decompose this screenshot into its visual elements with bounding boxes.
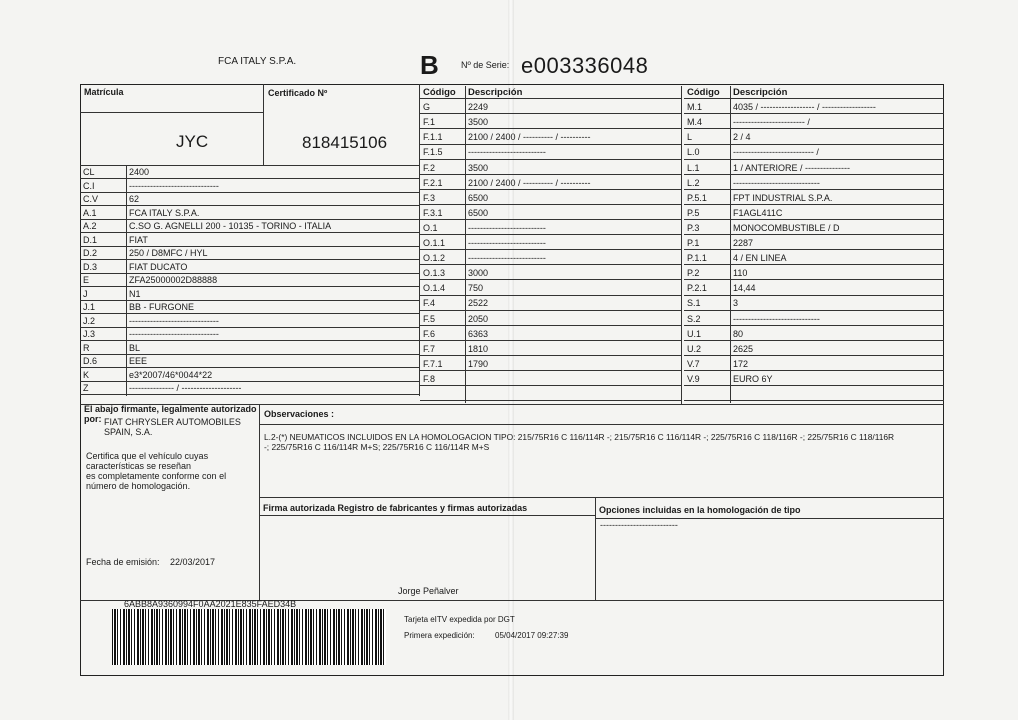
row-value: 80	[733, 328, 744, 339]
row-value: 14,44	[733, 283, 756, 294]
row-code: P.5.1	[687, 192, 707, 203]
cert-line-3: es completamente conforme con el	[86, 471, 227, 481]
middle-data-table	[420, 86, 682, 404]
cert-line-1: Certifica que el vehículo cuyas	[86, 451, 209, 461]
row-code: C.V	[83, 194, 99, 204]
certificado-label: Certificado Nº	[268, 88, 328, 98]
table-row	[684, 282, 944, 295]
row-value: 2100 / 2400 / ---------- / ----------	[468, 132, 591, 143]
firma-signer: Jorge Peñalver	[398, 586, 459, 596]
row-value: --------------------------	[468, 238, 546, 248]
firmante-name-1: FIAT CHRYSLER AUTOMOBILES	[104, 417, 241, 427]
row-value: 2100 / 2400 / ---------- / ----------	[468, 177, 591, 188]
firmante-name-2: SPAIN, S.A.	[104, 427, 153, 437]
table-row	[420, 237, 681, 250]
cert-line-4: número de homologación.	[86, 481, 191, 491]
row-code: F.1	[423, 117, 436, 128]
row-value: 1 / ANTERIORE / ---------------	[733, 162, 850, 173]
row-code: F.1.1	[423, 132, 443, 143]
table-row	[80, 166, 419, 179]
table-row	[80, 220, 419, 233]
description-header: Descripción	[468, 87, 523, 98]
row-value: 3000	[468, 268, 489, 279]
table-row	[420, 207, 681, 220]
table-row	[684, 373, 944, 386]
row-value: 3500	[468, 162, 489, 173]
table-row	[80, 315, 419, 328]
row-code: M.1	[687, 102, 703, 113]
code-header: Código	[423, 87, 456, 98]
row-value: -----------------------------	[733, 313, 820, 324]
table-header-row	[684, 86, 944, 99]
table-row	[80, 382, 419, 395]
row-code: J.2	[83, 315, 96, 326]
table-row	[684, 267, 944, 280]
fecha-label: Fecha de emisión:	[86, 557, 160, 567]
table-row	[684, 388, 944, 401]
row-value: 6500	[468, 192, 489, 203]
row-code: L.1	[687, 162, 700, 173]
table-row	[420, 131, 681, 144]
table-row	[420, 116, 681, 129]
row-value: 2050	[468, 313, 489, 324]
row-code: M.4	[687, 117, 703, 128]
row-value: 4 / EN LINEA	[733, 253, 787, 264]
row-code: U.2	[687, 343, 702, 354]
table-row	[80, 301, 419, 314]
footer-hash: 6ABB8A9360994F0AA2021E835FAED34B	[124, 599, 297, 609]
barcode-icon	[112, 609, 386, 665]
row-value: ------------------------ /	[733, 117, 810, 128]
row-value: ------------------------------	[129, 329, 219, 339]
row-code: S.1	[687, 298, 701, 309]
table-header-row	[420, 86, 681, 99]
row-code: J	[83, 288, 88, 299]
row-value: FPT INDUSTRIAL S.P.A.	[733, 192, 833, 203]
table-row	[684, 252, 944, 265]
column-divider	[126, 166, 127, 396]
left-data-table	[80, 166, 420, 396]
observaciones-line-1: L.2-(*) NEUMATICOS INCLUIDOS EN LA HOMOLOGACION TIPO: 215/75R16 C 116/114R -; 215/75R16 C 116/114R -; 225/75R16 C 118/116R -; 225/75R16 C 118/116R	[264, 432, 895, 442]
row-value: 1790	[468, 358, 489, 369]
table-row	[80, 355, 419, 368]
header-letter: B	[420, 50, 439, 80]
table-row	[80, 328, 419, 341]
table-row	[684, 358, 944, 371]
row-value: 2400	[129, 167, 150, 177]
row-value: 250 / D8MFC / HYL	[129, 248, 208, 258]
opciones-label: Opciones incluidas en la homologación de tipo	[599, 505, 801, 515]
row-value: 3	[733, 298, 739, 309]
row-code: C.I	[83, 180, 95, 191]
table-row	[684, 116, 944, 129]
table-row	[420, 343, 681, 356]
row-value: 4035 / ------------------ / ------------------	[733, 102, 876, 113]
row-code: E	[83, 275, 90, 285]
table-row	[684, 162, 944, 175]
table-row	[420, 282, 681, 295]
row-value: --------------------------	[468, 253, 546, 264]
row-code: F.2.1	[423, 177, 443, 188]
row-code: F.6	[423, 328, 436, 339]
row-value: 172	[733, 358, 749, 369]
row-value: --------------------------- /	[733, 147, 819, 158]
observaciones-label: Observaciones :	[264, 409, 335, 419]
description-header: Descripción	[733, 87, 788, 98]
table-row	[80, 193, 419, 206]
table-row	[420, 388, 681, 401]
certificado-value: 818415106	[302, 133, 388, 152]
row-code: O.1	[423, 222, 438, 233]
row-code: O.1.2	[423, 253, 446, 264]
firmante-block	[80, 404, 260, 600]
row-value: 2287	[733, 238, 754, 248]
row-value: BL	[129, 342, 141, 353]
row-code: O.1.1	[423, 238, 446, 248]
row-value: 2625	[733, 343, 754, 354]
row-code: Z	[83, 383, 89, 393]
row-code: A.1	[83, 207, 97, 218]
row-code: J.3	[83, 329, 96, 339]
column-divider	[465, 86, 466, 403]
row-code: U.1	[687, 328, 702, 339]
table-row	[420, 267, 681, 280]
column-divider	[730, 86, 731, 403]
table-row	[420, 328, 681, 341]
row-code: L.0	[687, 147, 700, 158]
table-row	[684, 177, 944, 190]
table-row	[420, 101, 681, 114]
serie-label: Nº de Serie:	[461, 60, 510, 70]
row-code: F.3.1	[423, 207, 443, 218]
row-value: ------------------------------	[129, 315, 219, 326]
primera-value: 05/04/2017 09:27:39	[495, 631, 569, 640]
table-row	[420, 252, 681, 265]
table-row	[420, 192, 681, 205]
row-code: L.2	[687, 177, 700, 188]
table-row	[684, 131, 944, 144]
table-row	[420, 313, 681, 326]
matricula-value: JYC	[176, 132, 209, 151]
row-code: K	[83, 369, 90, 380]
tarjeta-text: Tarjeta eITV expedida por DGT	[404, 615, 515, 624]
row-code: A.2	[83, 221, 97, 231]
row-value: BB - FURGONE	[129, 302, 195, 312]
row-value: --------------------------	[468, 222, 546, 233]
row-value: 3500	[468, 117, 489, 128]
row-code: V.9	[687, 373, 700, 384]
row-code: P.3	[687, 222, 700, 233]
observaciones-block	[260, 404, 944, 498]
table-row	[420, 177, 681, 190]
table-row	[80, 288, 419, 301]
table-row	[80, 274, 419, 287]
table-row	[420, 162, 681, 175]
header-company: FCA ITALY S.P.A.	[218, 56, 297, 67]
row-value: FIAT	[129, 234, 148, 245]
table-row	[420, 373, 681, 386]
row-value: MONOCOMBUSTIBLE / D	[733, 222, 840, 233]
row-value: C.SO G. AGNELLI 200 - 10135 - TORINO - ITALIA	[129, 221, 332, 231]
row-code: P.5	[687, 207, 700, 218]
serie-number: e003336048	[521, 53, 649, 78]
row-value: 1810	[468, 343, 489, 354]
row-value: 2522	[468, 298, 489, 309]
table-row	[80, 247, 419, 260]
row-code: F.4	[423, 298, 436, 309]
row-value: --------------- / --------------------	[129, 383, 242, 393]
table-row	[684, 192, 944, 205]
row-code: P.1.1	[687, 253, 707, 264]
row-code: P.2	[687, 268, 700, 279]
row-value: -----------------------------	[733, 177, 820, 188]
primera-label: Primera expedición:	[404, 631, 475, 640]
table-row	[684, 101, 944, 114]
firmante-label: El abajo firmante, legalmente autorizado por:	[84, 404, 257, 424]
right-data-table	[684, 86, 944, 404]
row-code: P.2.1	[687, 283, 707, 294]
row-code: D.2	[83, 248, 98, 258]
row-code: R	[83, 342, 90, 353]
row-code: F.2	[423, 162, 436, 173]
firma-block	[260, 498, 596, 600]
table-row	[80, 342, 419, 355]
table-row	[420, 297, 681, 310]
table-row	[684, 207, 944, 220]
table-row	[80, 261, 419, 274]
fecha-value: 22/03/2017	[170, 557, 216, 567]
row-value: 6500	[468, 207, 489, 218]
table-row	[80, 234, 419, 247]
row-code: F.3	[423, 192, 436, 203]
row-value: ------------------------------	[129, 180, 219, 191]
row-value: 2249	[468, 102, 489, 113]
table-row	[420, 146, 681, 159]
observaciones-line-2: -; 225/75R16 C 116/114R M+S; 225/75R16 C 116/114R M+S	[264, 442, 490, 452]
row-value: FIAT DUCATO	[129, 261, 188, 272]
row-code: O.1.4	[423, 283, 446, 294]
row-value: FCA ITALY S.P.A.	[129, 207, 200, 218]
table-row	[684, 222, 944, 235]
row-value: 6363	[468, 328, 489, 339]
row-code: L	[687, 132, 693, 143]
row-code: F.1.5	[423, 147, 443, 158]
row-code: G	[423, 102, 431, 113]
opciones-value: --------------------------	[600, 520, 678, 530]
row-value: 2 / 4	[733, 132, 751, 143]
table-row	[420, 222, 681, 235]
row-code: J.1	[83, 302, 96, 312]
row-code: F.5	[423, 313, 436, 324]
table-row	[684, 146, 944, 159]
table-row	[80, 180, 419, 193]
table-row	[684, 297, 944, 310]
row-code: V.7	[687, 358, 700, 369]
row-code: D.3	[83, 261, 98, 272]
row-code: P.1	[687, 238, 700, 248]
row-code: D.1	[83, 234, 98, 245]
row-value: 750	[468, 283, 484, 294]
row-value: --------------------------	[468, 147, 546, 158]
code-header: Código	[687, 87, 720, 98]
row-value: 62	[129, 194, 140, 204]
table-row	[684, 313, 944, 326]
row-code: D.6	[83, 356, 98, 366]
table-row	[684, 237, 944, 250]
table-row	[684, 328, 944, 341]
row-code: F.7.1	[423, 358, 443, 369]
matricula-block	[80, 84, 420, 166]
row-code: F.7	[423, 343, 436, 354]
row-value: ZFA25000002D88888	[129, 275, 218, 285]
row-value: EURO 6Y	[733, 373, 773, 384]
row-code: O.1.3	[423, 268, 446, 279]
row-value: 110	[733, 268, 748, 279]
table-row	[420, 358, 681, 371]
firma-label: Firma autorizada Registro de fabricantes y firmas autorizadas	[263, 503, 528, 513]
row-value: N1	[129, 288, 141, 299]
row-value: F1AGL411C	[733, 207, 783, 218]
row-value: EEE	[129, 356, 148, 366]
table-row	[80, 207, 419, 220]
cert-line-2: características se reseñan	[86, 461, 192, 471]
table-row	[80, 369, 419, 382]
table-row	[684, 343, 944, 356]
row-code: CL	[83, 167, 95, 177]
opciones-block	[596, 498, 944, 600]
row-code: F.8	[423, 373, 436, 384]
row-value: e3*2007/46*0044*22	[129, 369, 213, 380]
row-code: S.2	[687, 313, 701, 324]
matricula-label: Matrícula	[84, 87, 124, 97]
